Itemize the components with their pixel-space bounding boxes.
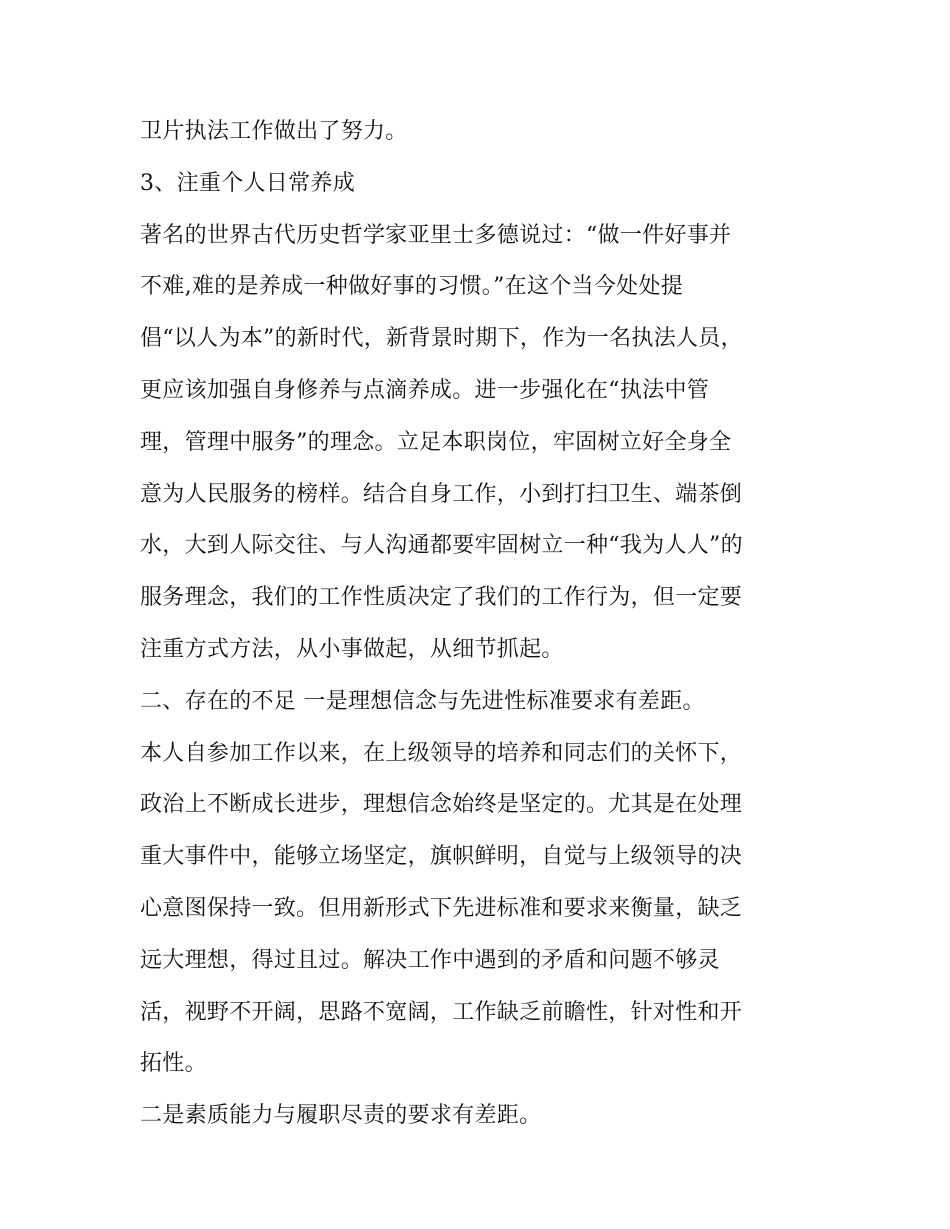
paragraph-line: 远大理想，得过且过。解决工作中遇到的矛盾和问题不够灵 — [140, 947, 720, 973]
paragraph-line: 意为人民服务的榜样。结合自身工作，小到打扫卫生、端茶倒 — [140, 481, 743, 507]
paragraph-line: 本人自参加工作以来，在上级领导的培养和同志们的关怀下， — [140, 740, 743, 766]
section-heading: 二、存在的不足 一是理想信念与先进性标准要求有差距。 — [140, 688, 705, 714]
paragraph-line: 理，管理中服务”的理念。立足本职岗位，牢固树立好全身全 — [140, 429, 732, 455]
section-heading: 二是素质能力与履职尽责的要求有差距。 — [140, 1103, 542, 1129]
paragraph-line: 不难,难的是养成一种做好事的习惯。”在这个当今处处提 — [140, 274, 684, 300]
paragraph-line: 心意图保持一致。但用新形式下先进标准和要求来衡量，缺乏 — [140, 895, 743, 921]
paragraph-line: 拓性。 — [140, 1051, 207, 1077]
paragraph-line: 更应该加强自身修养与点滴养成。进一步强化在“执法中管 — [140, 377, 710, 403]
paragraph-line: 注重方式方法，从小事做起，从细节抓起。 — [140, 636, 564, 662]
paragraph-line: 著名的世界古代历史哲学家亚里士多德说过：“做一件好事并 — [140, 222, 732, 248]
document-body — [140, 106, 820, 1142]
paragraph-line: 活，视野不开阔，思路不宽阔，工作缺乏前瞻性，针对性和开 — [140, 999, 743, 1025]
paragraph-line: 重大事件中，能够立场坚定，旗帜鲜明，自觉与上级领导的决 — [140, 844, 743, 870]
section-heading: 3、注重个人日常养成 — [140, 170, 355, 196]
paragraph-line: 政治上不断成长进步，理想信念始终是坚定的。尤其是在处理 — [140, 792, 743, 818]
paragraph-line: 服务理念，我们的工作性质决定了我们的工作行为，但一定要 — [140, 585, 743, 611]
paragraph-line: 卫片执法工作做出了努力。 — [140, 119, 408, 144]
paragraph-line: 倡“以人为本”的新时代，新背景时期下，作为一名执法人员， — [140, 326, 743, 352]
paragraph-line: 水，大到人际交往、与人沟通都要牢固树立一种“我为人人”的 — [140, 533, 743, 559]
